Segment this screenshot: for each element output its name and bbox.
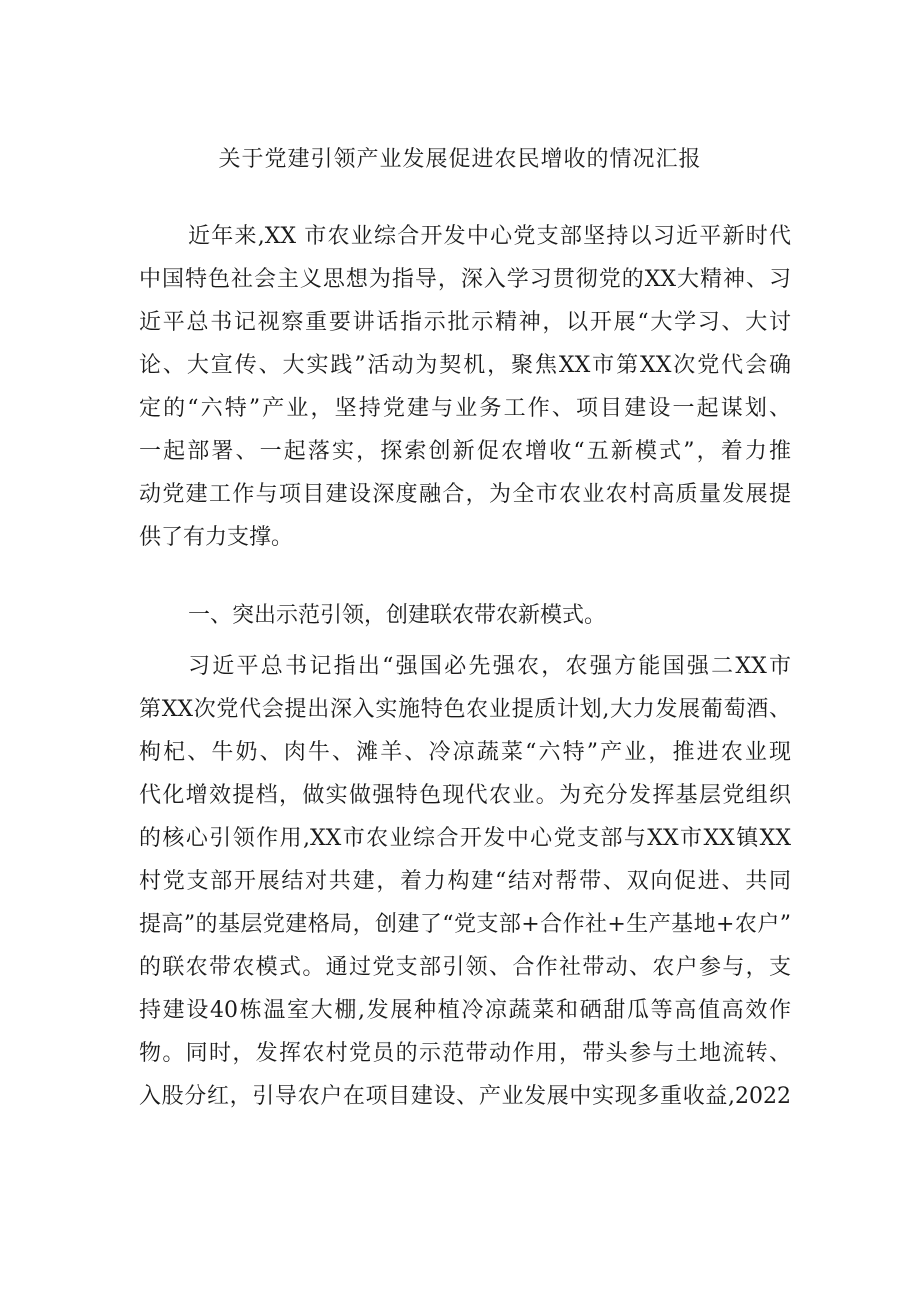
paragraph-1-line-7: 动党建工作与项目建设深度融合，为全市农业农村高质量发展提	[139, 482, 791, 507]
paragraph-1-line-1: 近年来,XX 市农业综合开发中心党支部坚持以习近平新时代	[188, 224, 791, 249]
paragraph-2-line-10: 物。同时，发挥农村党员的示范带动作用，带头参与土地流转、	[139, 1041, 791, 1066]
paragraph-1-line-8: 供了有力支撑。	[139, 525, 294, 550]
paragraph-2-line-5: 的核心引领作用,XX市农业综合开发中心党支部与XX市XX镇XX	[139, 826, 791, 851]
paragraph-2-line-3: 枸杞、牛奶、肉牛、滩羊、冷凉蔬菜“六特”产业，推进农业现	[139, 740, 791, 765]
section-heading-1: 一、突出示范引领，创建联农带农新模式。	[188, 603, 607, 628]
paragraph-2-line-11: 入股分红，引导农户在项目建设、产业发展中实现多重收益,2022	[139, 1084, 791, 1109]
paragraph-2-line-7: 提高”的基层党建格局，创建了“党支部+合作社+生产基地+农户”	[139, 912, 791, 937]
paragraph-1-line-3: 近平总书记视察重要讲话指示批示精神，以开展“大学习、大讨	[139, 310, 791, 335]
paragraph-1-line-4: 论、大宣传、大实践”活动为契机，聚焦XX市第XX次党代会确	[139, 353, 791, 378]
document-title: 关于党建引领产业发展促进农民增收的情况汇报	[218, 147, 702, 172]
paragraph-2-line-9: 持建设40栋温室大棚,发展种植冷凉蔬菜和硒甜瓜等高值高效作	[139, 998, 791, 1023]
paragraph-2-line-8: 的联农带农模式。通过党支部引领、合作社带动、农户参与，支	[139, 955, 791, 980]
paragraph-2-line-1: 习近平总书记指出“强国必先强农，农强方能国强二XX市	[188, 654, 791, 679]
paragraph-1-line-2: 中国特色社会主义思想为指导，深入学习贯彻党的XX大精神、习	[139, 267, 791, 292]
paragraph-1-line-6: 一起部署、一起落实，探索创新促农增收“五新模式”，着力推	[139, 439, 791, 464]
paragraph-1-line-5: 定的“六特”产业，坚持党建与业务工作、项目建设一起谋划、	[139, 396, 791, 421]
paragraph-2-line-4: 代化增效提档，做实做强特色现代农业。为充分发挥基层党组织	[139, 783, 791, 808]
paragraph-2-line-6: 村党支部开展结对共建，着力构建“结对帮带、双向促进、共同	[139, 869, 791, 894]
paragraph-2-line-2: 第XX次党代会提出深入实施特色农业提质计划,大力发展葡萄酒、	[139, 697, 791, 722]
